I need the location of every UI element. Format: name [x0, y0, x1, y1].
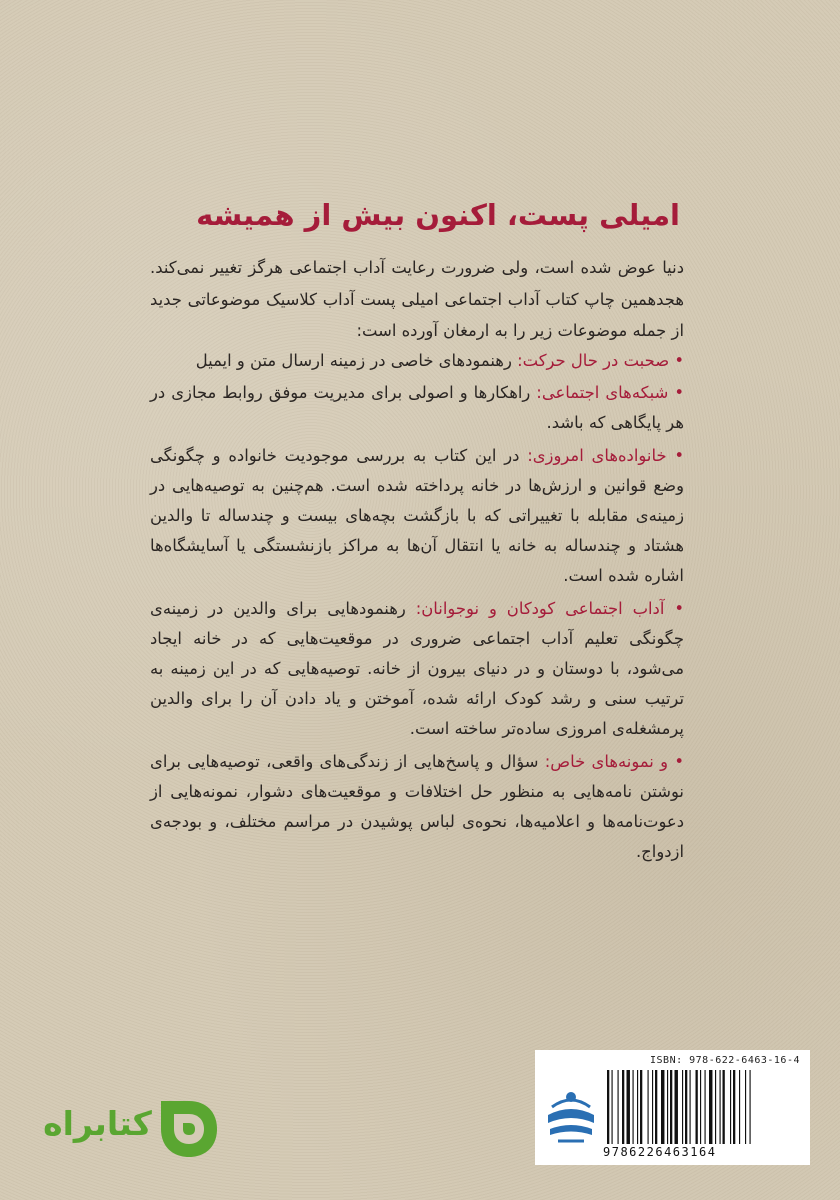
barcode-bar: [667, 1070, 668, 1144]
topic-body: سؤال و پاسخ‌هایی از زندگی‌های واقعی، توصیه‌هایی برای نوشتن نامه‌هایی به منظور حل اختلافات و موقعیت‌های دشوار، نمونه‌هایی از دعوت‌نامه‌ها و اعلامیه‌ها، نحوه‌ی لباس پوشیدن در مراسم مختلف، و بودجه‌ی ازدواج.: [150, 751, 684, 862]
barcode-bar: [739, 1070, 740, 1144]
barcode-bar: [661, 1070, 664, 1144]
publisher-logo-icon: [540, 1075, 602, 1150]
intro-paragraph: دنیا عوض شده است، ولی ضرورت رعایت آداب اجتماعی هرگز تغییر نمی‌کند. هجدهمین چاپ کتاب آداب اجتماعی امیلی پست آداب کلاسیک موضوعاتی جدید از جمله موضوعات زیر را به ارمغان آورده است:: [150, 258, 684, 341]
topic-item: [150, 747, 684, 868]
barcode-bar: [612, 1070, 613, 1144]
topic-body: رهنمودهای خاصی در زمینه ارسال متن و ایمیل: [195, 351, 518, 370]
topics-list: [150, 346, 684, 869]
barcode-bar: [637, 1070, 638, 1144]
barcode-bar: [750, 1070, 751, 1144]
barcode-bar: [730, 1070, 731, 1144]
barcode-bar: [709, 1070, 712, 1144]
book-title: امیلی پست، اکنون بیش از همیشه: [196, 198, 680, 233]
barcode-bar: [675, 1070, 678, 1144]
topic-item: [150, 441, 684, 592]
barcode-bar: [607, 1070, 609, 1144]
barcode-bar: [705, 1070, 706, 1144]
ketabrah-watermark: [40, 1098, 220, 1160]
barcode-bar: [622, 1070, 624, 1144]
topic-heading: • صحبت در حال حرکت:: [517, 351, 684, 370]
topic-item: [150, 378, 684, 438]
barcode-bar: [640, 1070, 642, 1144]
barcode-bars: [605, 1070, 805, 1144]
barcode-bar: [652, 1070, 653, 1144]
barcode-bar: [690, 1070, 691, 1144]
topic-heading: • شبکه‌های اجتماعی:: [536, 383, 684, 403]
barcode-bar: [723, 1070, 725, 1144]
barcode-number: 9786226463164: [603, 1145, 717, 1159]
topic-body: راهکارها و اصولی برای مدیریت موفق روابط مجازی در هر پایگاهی که باشد.: [150, 383, 684, 433]
barcode-bar: [685, 1070, 687, 1144]
barcode-bar: [618, 1070, 619, 1144]
barcode-bar: [670, 1070, 672, 1144]
barcode-bar: [720, 1070, 721, 1144]
topic-item: [150, 346, 684, 376]
barcode-bar: [655, 1070, 657, 1144]
topic-heading: • خانواده‌های امروزی:: [527, 445, 684, 465]
barcode-bar: [715, 1070, 716, 1144]
barcode-bar: [733, 1070, 735, 1144]
barcode-panel: [535, 1050, 810, 1165]
ketabrah-leaf-icon: [158, 1098, 220, 1160]
barcode-bar: [682, 1070, 683, 1144]
barcode-bar: [745, 1070, 746, 1144]
topic-heading: • و نمونه‌های خاص:: [544, 751, 685, 771]
topic-body: رهنمودهایی برای والدین در زمینه‌ی چگونگی تعلیم آداب اجتماعی ضروری در موقعیت‌هایی که در خانه ایجاد می‌شود، با دوستان و در دنیای بیرون از خانه. توصیه‌هایی که در این زمینه به ترتیب سنی و رشد کودک ارائه شده، آموختن و یاد دادن آن را برای والدین پرمشغله‌ی امروزی ساده‌تر ساخته است.: [150, 598, 684, 739]
topic-heading: • آداب اجتماعی کودکان و نوجوانان:: [415, 598, 685, 618]
barcode-bar: [627, 1070, 630, 1144]
barcode-bar: [700, 1070, 701, 1144]
topic-item: [150, 594, 684, 745]
barcode-bar: [633, 1070, 634, 1144]
barcode-bar: [696, 1070, 698, 1144]
ketabrah-wordmark: کتابراه: [43, 1104, 152, 1143]
topic-body: در این کتاب به بررسی موجودیت خانواده و چگونگی وضع قوانین و ارزش‌ها در خانه پرداخته شده است. هم‌چنین به توصیه‌هایی در زمینه‌ی مقابله با تغییراتی که با بازگشت بچه‌های بیست و چندساله تا والدین هشتاد و چندساله به خانه یا انتقال آن‌ها به مراکز بازنشستگی یا آسایشگاه‌ها اشاره شده است.: [150, 445, 684, 586]
isbn-label: ISBN: 978-622-6463-16-4: [650, 1055, 800, 1066]
barcode-bar: [648, 1070, 649, 1144]
